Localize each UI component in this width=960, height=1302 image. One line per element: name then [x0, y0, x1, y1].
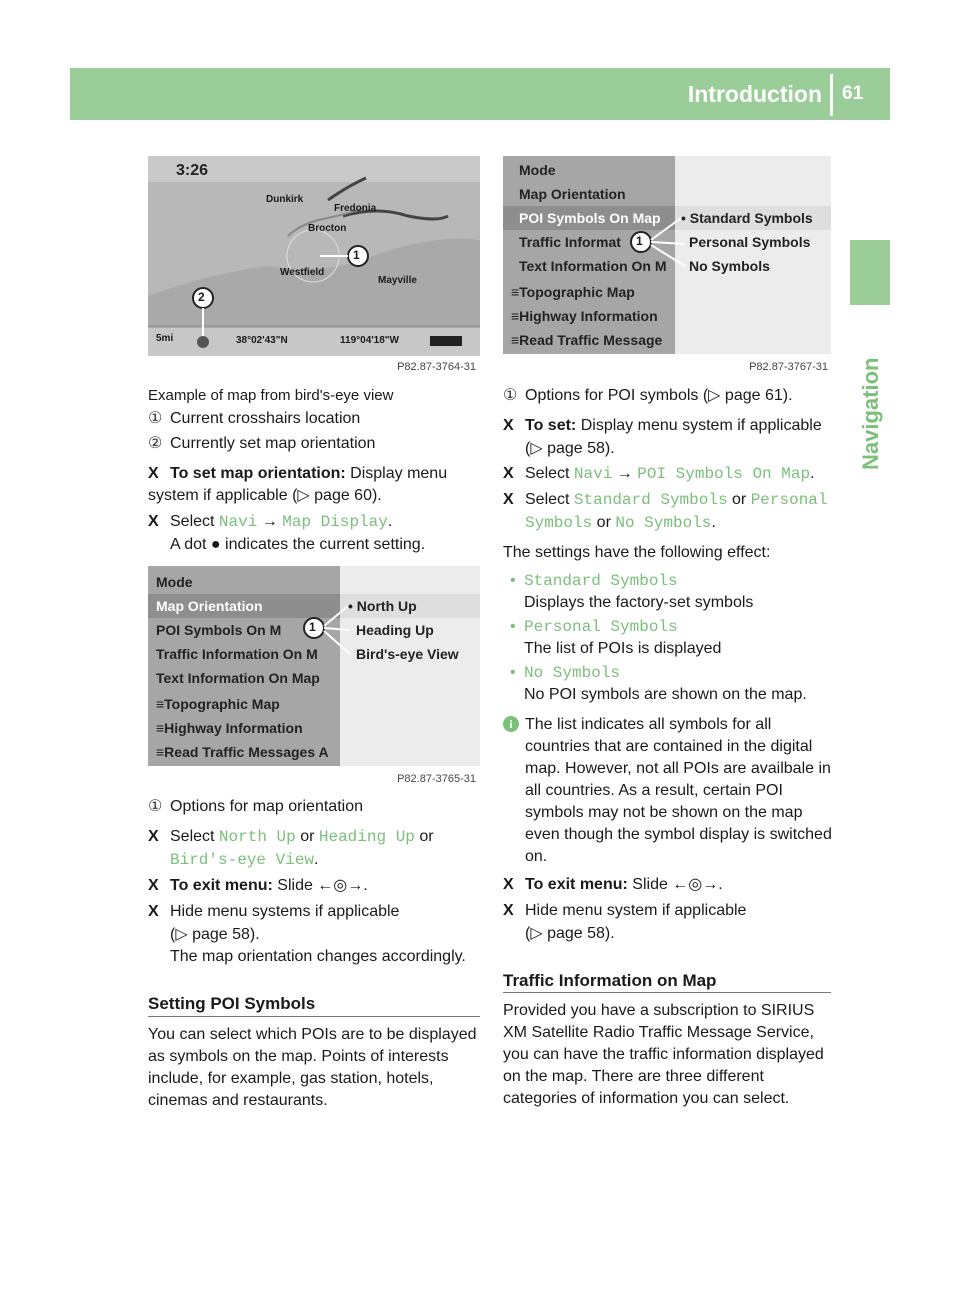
menu-item: ≡Highway Information — [511, 308, 658, 324]
map-latitude: 38°02'43"N — [236, 335, 288, 346]
option-link-standard[interactable]: Standard Symbols — [573, 491, 728, 509]
menu-link-navi[interactable]: Navi — [218, 513, 258, 531]
side-tab-block — [850, 240, 890, 305]
effect-intro: The settings have the following effect: — [503, 544, 771, 561]
city-label: Dunkirk — [266, 194, 304, 205]
option-link-personal[interactable]: Personal — [750, 491, 828, 509]
menu-item: ≡Read Traffic Message — [511, 332, 663, 348]
step-exit-menu: X To exit menu: Slide ←◎→. — [148, 877, 368, 894]
menu-item: ≡Read Traffic Messages A — [156, 744, 329, 760]
map-scale: 5mi — [156, 333, 174, 344]
legend-item: ① Options for map orientation — [148, 798, 363, 815]
city-label: Westfield — [280, 267, 325, 278]
orientation-menu-figure — [148, 566, 480, 766]
step-exit-menu: X To exit menu: Slide ←◎→. — [503, 876, 723, 893]
section-body: Provided you have a subscription to SIRIUS XM Satellite Radio Traffic Message Service, you can have the traffic information displayed on the map. There are three different categories of information you can select. — [503, 1002, 824, 1107]
step-note: A dot ● indicates the current setting. — [170, 536, 426, 553]
step-select-poi: X Select Navi → POI Symbols On Map. — [503, 465, 815, 483]
menu-link-map-display[interactable]: Map Display — [282, 513, 388, 531]
legend-item: ① Current crosshairs location — [148, 410, 361, 427]
page-header-title: Introduction — [687, 81, 822, 107]
figure-code: P82.87-3765-31 — [397, 773, 476, 785]
menu-item: Traffic Informat — [519, 234, 621, 250]
legend-item: ① Options for POI symbols (▷ page 61). — [503, 387, 793, 404]
section-title: Setting POI Symbols — [148, 994, 316, 1013]
step-select-orientation: X Select North Up or Heading Up or — [148, 828, 434, 846]
callout-lines — [148, 566, 480, 766]
callout-1: 1 — [353, 248, 360, 262]
map-time: 3:26 — [176, 162, 209, 179]
menu-item: Text Information On M — [519, 258, 667, 274]
step-select: X Select Navi → Map Display. — [148, 513, 393, 531]
step-set-orientation: X To set map orientation: Display menu system if applicable (▷ page 60). — [148, 465, 448, 504]
option-item: Heading Up — [356, 622, 434, 638]
bullet-item: • Standard Symbols — [510, 572, 678, 590]
map-illustration — [148, 156, 480, 356]
figure-code: P82.87-3764-31 — [397, 361, 476, 373]
option-item: • Standard Symbols — [681, 210, 813, 226]
option-item: Personal Symbols — [689, 234, 811, 250]
menu-item: ≡Topographic Map — [511, 284, 635, 300]
info-text: The list indicates all symbols for all countries that are contained in the digital map. However, not all POIs are availbale in all countries. As a result, certain POI symbols may not be shown on the map even though the symbol display is switched on. — [525, 716, 832, 865]
menu-item: Map Orientation — [156, 598, 263, 614]
option-item: Bird's-eye View — [356, 646, 459, 662]
menu-item: POI Symbols On Map — [519, 210, 661, 226]
option-link-north-up[interactable]: North Up — [218, 828, 296, 846]
menu-item: POI Symbols On M — [156, 622, 282, 638]
menu-item: Traffic Information On M — [156, 646, 318, 662]
city-label: Fredonia — [334, 203, 377, 214]
menu-item: Mode — [519, 162, 556, 178]
city-label: Brocton — [308, 223, 347, 234]
section-rule — [148, 1016, 480, 1017]
option-link-no-symbols[interactable]: No Symbols — [615, 514, 712, 532]
menu-item: Mode — [156, 574, 193, 590]
figure-caption: Example of map from bird's-eye view — [148, 387, 394, 404]
callout-1: 1 — [309, 620, 316, 634]
step-select-symbols: X Select Standard Symbols or Personal — [503, 491, 828, 509]
callout-1: 1 — [636, 234, 643, 248]
section-rule — [503, 992, 831, 993]
menu-item: Text Information On Map — [156, 670, 320, 686]
legend-item: ② Currently set map orientation — [148, 435, 376, 452]
bullet-item: • Personal Symbols — [510, 618, 678, 636]
callout-2: 2 — [198, 290, 205, 304]
poi-menu-figure — [503, 156, 831, 354]
figure-code: P82.87-3767-31 — [749, 361, 828, 373]
step-hide-menu: X Hide menu system if applicable — [503, 902, 747, 919]
step-hide-menu: X Hide menu systems if applicable — [148, 903, 400, 920]
menu-link-navi[interactable]: Navi — [573, 465, 613, 483]
bullet-item: • No Symbols — [510, 664, 621, 682]
callout-lines — [503, 156, 831, 354]
option-item: No Symbols — [689, 258, 770, 274]
page-number: 61 — [842, 83, 864, 104]
menu-item: ≡Topographic Map — [156, 696, 280, 712]
info-icon: i — [503, 716, 519, 732]
step-to-set: X To set: Display menu system if applicable — [503, 417, 822, 434]
header-separator — [830, 74, 833, 116]
option-link-heading-up[interactable]: Heading Up — [318, 828, 415, 846]
menu-item: Map Orientation — [519, 186, 626, 202]
city-label: Mayville — [378, 275, 417, 286]
option-link-birds-eye[interactable]: Bird's-eye View — [170, 851, 315, 869]
section-title: Traffic Information on Map — [503, 971, 717, 990]
option-item: • North Up — [348, 598, 417, 614]
menu-link-poi-symbols[interactable]: POI Symbols On Map — [637, 465, 811, 483]
section-body: You can select which POIs are to be displayed as symbols on the map. Points of interests include, for example, gas station, hotels, cinemas and restaurants. — [148, 1026, 477, 1109]
menu-item: ≡Highway Information — [156, 720, 303, 736]
map-longitude: 119°04'18"W — [340, 335, 399, 346]
side-tab-label: Navigation — [858, 357, 883, 470]
map-figure — [148, 156, 480, 356]
